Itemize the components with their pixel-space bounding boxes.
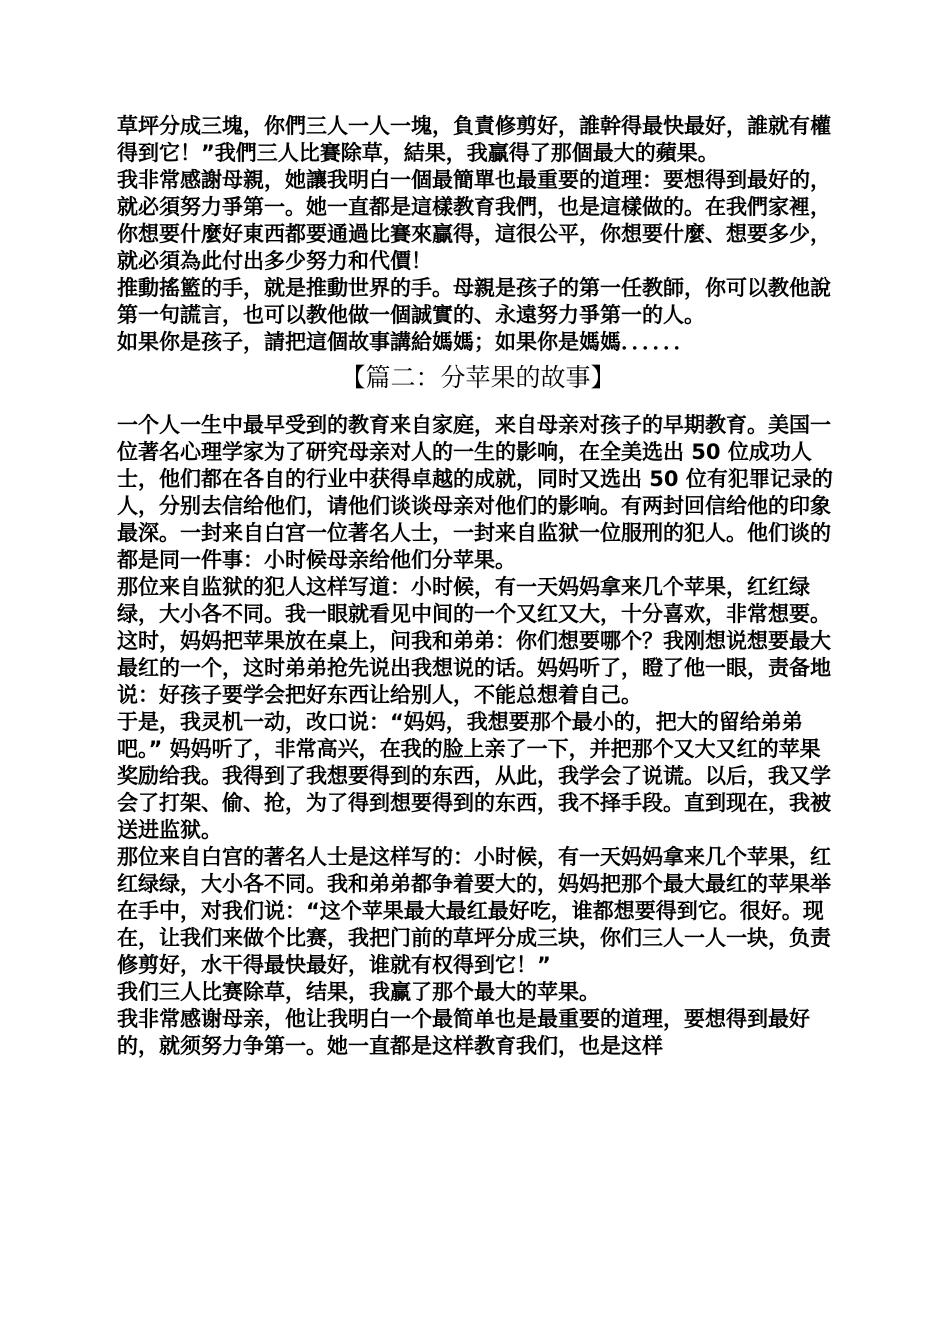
paragraph: 草坪分成三塊，你們三人一人一塊，負責修剪好，誰幹得最快最好，誰就有權得到它！”我們三人比賽除草，結果，我贏得了那個最大的蘋果。 xyxy=(117,114,831,165)
paragraph: 那位来自白宫的著名人士是这样写的：小时候，有一天妈妈拿来几个苹果，红红绿绿，大小各不同。我和弟弟都争着要大的，妈妈把那个最大最红的苹果举在手中，对我们说：“这个苹果最大最红最好吃，谁都想要得到它。很好。现在，让我们来做个比赛，我把门前的草坪分成三块，你们三人一人一块，负责修剪好，水干得最快最好，谁就有权得到它！” xyxy=(117,845,831,977)
paragraph: 那位来自监狱的犯人这样写道：小时候，有一天妈妈拿来几个苹果，红红绿绿，大小各不同。我一眼就看见中间的一个又红又大，十分喜欢，非常想要。这时，妈妈把苹果放在桌上，问我和弟弟：你们想要哪个？我刚想说想要最大最红的一个，这时弟弟抢先说出我想说的话。妈妈听了，瞪了他一眼，责备地说：好孩子要学会把好东西让给别人，不能总想着自己。 xyxy=(117,575,831,707)
paragraph: 如果你是孩子，請把這個故事講給媽媽；如果你是媽媽．．．．．． xyxy=(117,330,695,354)
paragraph: 推動搖籃的手，就是推動世界的手。母親是孩子的第一任教師，你可以教他說第一句謊言，也可以教他做一個誠實的、永遠努力爭第一的人。 xyxy=(117,276,831,327)
paragraph: 我非常感謝母親，她讓我明白一個最簡單也最重要的道理：要想得到最好的，就必須努力爭第一。她一直都是這樣教育我們，也是這樣做的。在我們家裡，你想要什麼好東西都要通過比賽來贏得，這很公平，你想要什麼、想要多少，就必須為此付出多少努力和代價！ xyxy=(117,168,831,273)
document-body xyxy=(117,113,839,1060)
paragraph: 我非常感谢母亲，他让我明白一个最简单也是最重要的道理，要想得到最好的，就须努力争第一。她一直都是这样教育我们，也是这样 xyxy=(117,1007,810,1058)
section-heading: 【篇二：分苹果的故事】 xyxy=(340,363,616,392)
paragraph: 于是，我灵机一动，改口说：“妈妈，我想要那个最小的，把大的留给弟弟吧。” 妈妈听了，非常高兴，在我的脸上亲了一下，并把那个又大又红的苹果奖励给我。我得到了我想要得到的东西，从此，我学会了说谎。以后，我又学会了打架、偷、抢，为了得到想要得到的东西，我不择手段。直到现在，我被送进监狱。 xyxy=(117,710,831,842)
paragraph: 我们三人比赛除草，结果，我赢了那个最大的苹果。 xyxy=(117,980,600,1004)
paragraph: 一个人一生中最早受到的教育来自家庭，来自母亲对孩子的早期教育。美国一位著名心理学家为了研究母亲对人的一生的影响，在全美选出 50 位成功人士，他们都在各自的行业中获得卓越的成就，同时又选出 50 位有犯罪记录的人，分别去信给他们，请他们谈谈母亲对他们的影响。有两封回信给他的印象最深。一封来自白宫一位著名人士，一封来自监狱一位服刑的犯人。他们谈的都是同一件事：小时候母亲给他们分苹果。 xyxy=(117,413,833,572)
